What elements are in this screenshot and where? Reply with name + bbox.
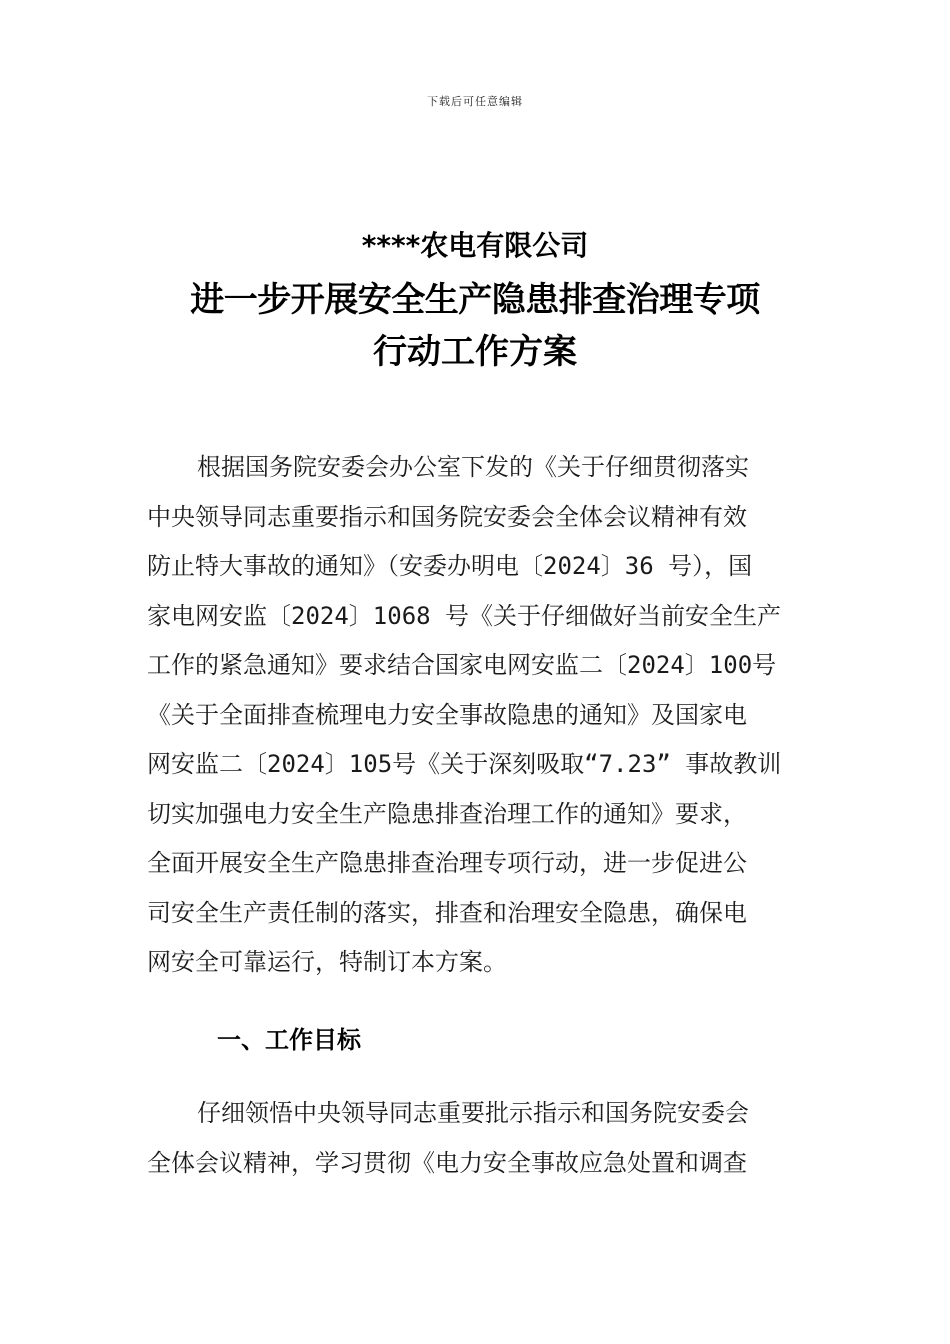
paragraph-line: 工作的紧急通知》要求结合国家电网安监二〔2024〕100号: [147, 651, 777, 679]
paragraph-line: 全体会议精神，学习贯彻《电力安全事故应急处置和调查: [147, 1148, 747, 1177]
paragraph-line: 仔细领悟中央领导同志重要批示指示和国务院安委会: [197, 1099, 749, 1127]
header-note: 下载后可任意编辑: [427, 95, 523, 108]
paragraph-line: 网安监二〔2024〕105号《关于深刻吸取“7.23” 事故教训: [147, 750, 782, 778]
section-heading: 一、工作目标: [217, 1026, 361, 1054]
paragraph-line: 中央领导同志重要指示和国务院安委会全体会议精神有效: [147, 502, 747, 531]
intro-paragraph: [147, 443, 807, 988]
paragraph-line: 司安全生产责任制的落实，排查和治理安全隐患，确保电: [147, 898, 747, 927]
title-sub: 行动工作方案: [373, 332, 577, 372]
paragraph-line: 网安全可靠运行，特制订本方案。: [147, 948, 507, 976]
paragraph-line: 《关于全面排查梳理电力安全事故隐患的通知》及国家电: [147, 700, 747, 729]
title-main: 进一步开展安全生产隐患排查治理专项: [190, 280, 760, 320]
section-paragraph: [147, 1089, 807, 1188]
paragraph-line: 防止特大事故的通知》（安委办明电〔2024〕36 号），国: [147, 552, 753, 580]
title-company: ****农电有限公司: [361, 229, 589, 262]
paragraph-line: 根据国务院安委会办公室下发的《关于仔细贯彻落实: [197, 453, 749, 481]
document-title: [0, 226, 950, 376]
paragraph-line: 切实加强电力安全生产隐患排查治理工作的通知》要求，: [147, 799, 747, 828]
paragraph-line: 全面开展安全生产隐患排查治理专项行动，进一步促进公: [147, 849, 747, 877]
paragraph-line: 家电网安监〔2024〕1068 号《关于仔细做好当前安全生产: [147, 601, 782, 630]
